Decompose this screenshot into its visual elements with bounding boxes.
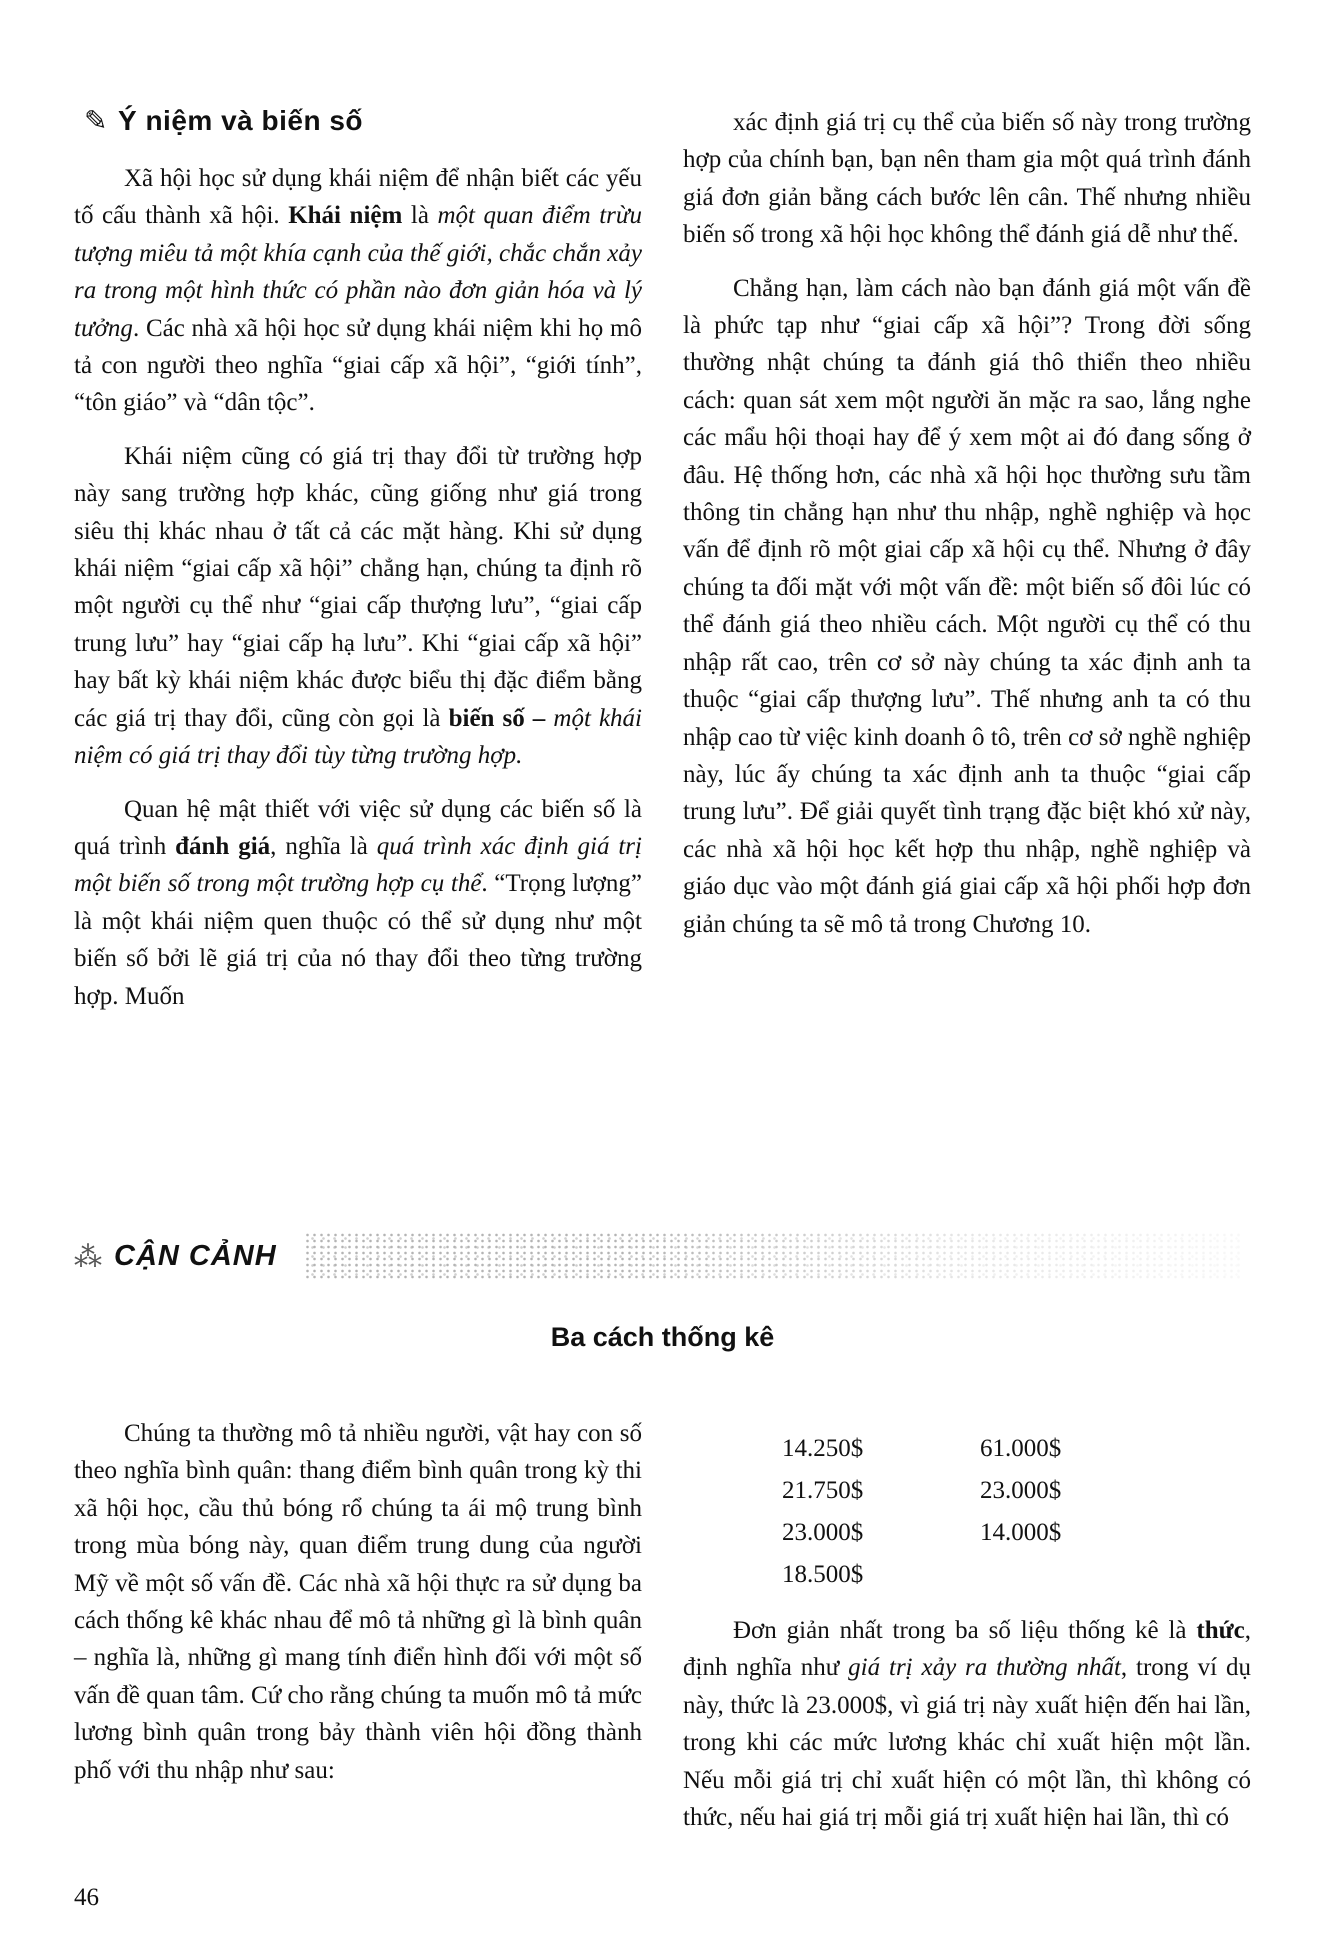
text-run: . “Trọng lượng” là một khái niệm quen thuộc có thể sử dụng như một biến số bởi lẽ giá trị của nó thay đổi theo từng trường hợp. Muốn [74, 870, 642, 1010]
decorative-dot-band [304, 1232, 1244, 1280]
italic-definition: một quan điểm trừu tượng miêu tả một khía cạnh của thế giới, chắc chắn xảy ra trong một hình thức có phần nào đơn giản hóa và lý tưởng [74, 202, 643, 342]
paragraph [683, 1612, 1251, 1836]
closeup-label: CẬN CẢNH [114, 1240, 277, 1272]
box-left-column-text [74, 1415, 642, 1789]
closeup-banner [74, 1232, 1254, 1282]
text-run: Chẳng hạn, làm cách nào bạn đánh giá một vấn đề là phức tạp như “giai cấp xã hội”? Trong đời sống thường nhật chúng ta đánh giá thô thiển theo nhiều cách: quan sát xem một người ăn mặc ra sao, lắng nghe các mẩu hội thoại hay để ý xem một ai đó đang sống ở đâu. Hệ thống hơn, các nhà xã hội học thường sưu tầm thông tin chẳng hạn như thu nhập, nghề nghiệp và học vấn để định rõ một giai cấp xã hội cụ thể. Nhưng ở đây chúng ta đối mặt với một vấn đề: một biến số đôi lúc có thể đánh giá theo nhiều cách. Một người cụ thể có thu nhập rất cao, trên cơ sở này chúng ta xác định anh ta thuộc “giai cấp thượng lưu”. Thế nhưng anh ta có thu nhập cao từ việc kinh doanh ô tô, trên cơ sở nghề nghiệp này, lúc ấy chúng ta xác định anh ta thuộc “giai cấp trung lưu”. Để giải quyết tình trạng đặc biệt khó xử này, các nhà xã hội học kết hợp thu nhập, nghề nghiệp và giáo dục vào một đánh giá giai cấp xã hội phối hợp đơn giản chúng ta sẽ mô tả trong Chương 10. [683, 274, 1251, 938]
closeup-icon: ⁂ [74, 1242, 102, 1273]
italic-definition: quá trình xác định giá trị một biến số trong một trường hợp cụ thể [74, 832, 642, 898]
text-run: Đơn giản nhất trong ba số liệu thống kê là [733, 1617, 1197, 1644]
salary-value: 23.000$ [980, 1477, 1062, 1504]
italic-definition: giá trị xảy ra thường nhất [848, 1654, 1121, 1682]
salary-value: 23.000$ [782, 1519, 864, 1546]
text-run: Khái niệm cũng có giá trị thay đổi từ trường hợp này sang trường hợp khác, cũng giống như giá trong siêu thị khác nhau ở tất cả các mặt hàng. Khi sử dụng khái niệm “giai cấp xã hội” chẳng hạn, chúng ta định rõ một người cụ thể như “giai cấp thượng lưu”, “giai cấp trung lưu” hay “giai cấp hạ lưu”. Khi “giai cấp xã hội” hay bất kỳ khái niệm khác được biểu thị đặc điểm bằng các giá trị thay đổi, cũng còn gọi là [74, 442, 642, 732]
box-right-column-text [683, 1612, 1251, 1836]
section-heading [84, 104, 363, 137]
text-run: xác định giá trị cụ thể của biến số này trong trường hợp của chính bạn, bạn nên tham gia một quá trình đánh giá đơn giản bằng cách bước lên cân. Thế nhưng nhiều biến số trong xã hội học không thể đánh giá dễ như thế. [683, 109, 1251, 249]
bold-term: biến số – [448, 704, 546, 732]
text-run: , định nghĩa như [683, 1617, 1251, 1682]
paragraph [74, 1415, 642, 1789]
bold-term: Khái niệm [288, 202, 403, 230]
paragraph [74, 160, 642, 422]
paragraph [683, 104, 1251, 254]
text-run: . Các nhà xã hội học sử dụng khái niệm khi họ mô tả con người theo nghĩa “giai cấp xã hội”, “giới tính”, “tôn giáo” và “dân tộc”. [74, 314, 642, 417]
salary-value: 14.000$ [980, 1519, 1062, 1546]
right-column-text [683, 104, 1251, 943]
salary-value: 61.000$ [980, 1435, 1062, 1462]
text-run: , nghĩa là [270, 832, 377, 860]
bold-term: đánh giá [175, 832, 271, 860]
salary-value: 14.250$ [782, 1435, 864, 1462]
section-heading-text: Ý niệm và biến số [118, 105, 364, 136]
left-column-text [74, 160, 642, 1015]
text-run: Quan hệ mật thiết với việc sử dụng các biến số là quá trình [74, 795, 642, 860]
text-run: Xã hội học sử dụng khái niệm để nhận biết các yếu tố cấu thành xã hội. [74, 165, 642, 230]
salary-value: 18.500$ [782, 1561, 864, 1588]
bold-term: thức [1196, 1617, 1245, 1644]
salary-list [782, 1428, 1142, 1596]
text-run: là [402, 202, 438, 230]
paragraph [683, 270, 1251, 943]
text-run: , trong ví dụ này, thức là 23.000$, vì giá trị này xuất hiện đến hai lần, trong khi các mức lương khác chỉ xuất hiện một lần. Nếu mỗi giá trị chỉ xuất hiện có một lần, thì không có thức, nếu hai giá trị mỗi giá trị xuất hiện hai lần, thì có [683, 1654, 1251, 1832]
paragraph [74, 438, 642, 775]
pointing-hand-icon: ✎ [84, 105, 108, 136]
salary-value: 21.750$ [782, 1477, 864, 1504]
text-run: Chúng ta thường mô tả nhiều người, vật hay con số theo nghĩa bình quân: thang điểm bình quân trong kỳ thi xã hội học, cầu thủ bóng rổ chúng ta ái mộ trung bình trong mùa bóng này, quan điểm trung dung của người Mỹ về một số vấn đề. Các nhà xã hội thực ra sử dụng ba cách thống kê khác nhau để mô tả những gì là bình quân – nghĩa là, những gì mang tính điển hình đối với một số vấn đề quan tâm. Cứ cho rằng chúng ta muốn mô tả mức lương bình quân trong bảy thành viên hội đồng thành phố với thu nhập như sau: [74, 1420, 642, 1784]
box-title: Ba cách thống kê [550, 1322, 775, 1352]
italic-definition: một khái niệm có giá trị thay đổi tùy từng trường hợp. [74, 704, 643, 770]
paragraph [74, 791, 642, 1015]
page-number: 46 [74, 1884, 99, 1911]
